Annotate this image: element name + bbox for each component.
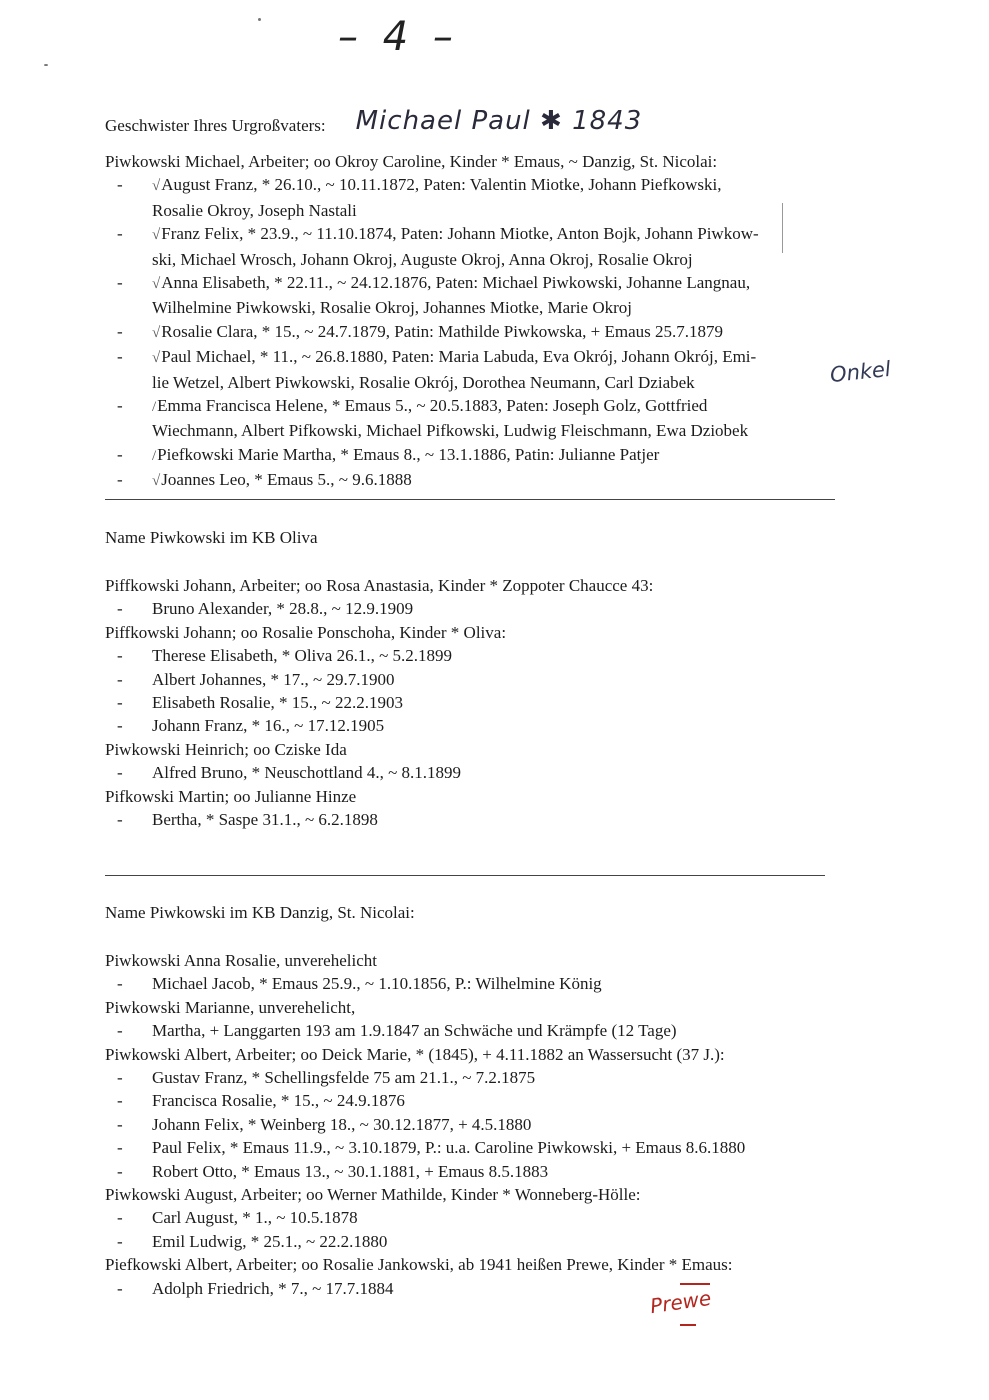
list-item-line: Piefkowski Marie Martha, * Emaus 8., ~ 13.1.1886, Patin: Julianne Patjer (157, 444, 660, 464)
family-head: Piwkowski Heinrich; oo Cziske Ida (105, 739, 347, 759)
list-dash: - (117, 321, 123, 341)
section-title-danzig: Name Piwkowski im KB Danzig, St. Nicolai: (105, 903, 415, 922)
list-item (105, 271, 905, 296)
list-item-line: August Franz, * 26.10., ~ 10.11.1872, Paten: Valentin Miotke, Johann Piefkowski, (161, 175, 722, 195)
list-dash: - (117, 669, 123, 689)
list-item (105, 468, 905, 493)
list-dash: - (117, 444, 123, 464)
list-dash: - (117, 224, 123, 244)
list-item (105, 1206, 905, 1229)
list-dash: - (117, 1114, 123, 1134)
list-item (105, 972, 905, 995)
list-dash: - (117, 763, 123, 783)
list-item-text: Therese Elisabeth, * Oliva 26.1., ~ 5.2.1899 (152, 646, 453, 666)
list-dash: - (117, 1068, 123, 1088)
paper-speck (258, 18, 261, 21)
list-item-text (152, 394, 707, 419)
section-title-oliva: Name Piwkowski im KB Oliva (105, 528, 318, 547)
heading-label: Geschwister Ihres Urgroßvaters: (105, 116, 326, 135)
list-dash: - (117, 1231, 123, 1251)
list-dash: - (117, 1138, 123, 1158)
list-item-continuation: Wiechmann, Albert Pifkowski, Michael Pifkowski, Ludwig Fleischmann, Ewa Dziobek (152, 421, 749, 441)
check-mark: √ (152, 227, 161, 244)
section-danzig (105, 949, 905, 1300)
pencil-stroke (782, 203, 783, 253)
list-item (105, 1136, 905, 1159)
list-item-text (152, 222, 759, 247)
list-item-text: Johann Felix, * Weinberg 18., ~ 30.12.1877, + 4.5.1880 (152, 1114, 532, 1134)
list-item-text: Carl August, * 1., ~ 10.5.1878 (152, 1208, 358, 1228)
list-item (105, 808, 905, 831)
check-mark: √ (152, 350, 161, 367)
list-item-continuation: ski, Michael Wrosch, Johann Okroj, Auguste Okroj, Anna Okroj, Rosalie Okroj (152, 249, 693, 269)
paper-speck (44, 64, 48, 66)
list-dash: - (117, 1091, 123, 1111)
list-item-text (152, 173, 721, 198)
list-item (105, 320, 905, 345)
page-number: – 4 – (338, 14, 459, 60)
list-dash: - (117, 599, 123, 619)
list-item-line: Paul Michael, * 11., ~ 26.8.1880, Paten: Maria Labuda, Eva Okrój, Johann Okrój, Emi- (161, 347, 757, 367)
family-head: Piffkowski Johann, Arbeiter; oo Rosa Anastasia, Kinder * Zoppoter Chaucce 43: (105, 576, 654, 595)
list-item-text: Martha, + Langgarten 193 am 1.9.1847 an Schwäche und Krämpfe (12 Tage) (152, 1021, 677, 1041)
list-item-text: Bruno Alexander, * 28.8., ~ 12.9.1909 (152, 599, 414, 619)
section-oliva (105, 574, 905, 831)
list-item-continuation: Rosalie Okroy, Joseph Nastali (152, 200, 357, 220)
section-intro: Piwkowski Michael, Arbeiter; oo Okroy Caroline, Kinder * Emaus, ~ Danzig, St. Nicolai: (105, 152, 718, 171)
list-item-text (152, 468, 412, 493)
list-dash: - (117, 974, 123, 994)
list-item (105, 1066, 905, 1089)
list-item (105, 222, 905, 247)
list-dash: - (117, 1278, 123, 1298)
list-item-text: Johann Franz, * 16., ~ 17.12.1905 (152, 716, 385, 736)
list-item-text: Bertha, * Saspe 31.1., ~ 6.2.1898 (152, 810, 378, 830)
section-siblings (105, 150, 905, 494)
family-head: Pifkowski Martin; oo Julianne Hinze (105, 786, 357, 806)
handwritten-note-prewe: Prewe (648, 1285, 713, 1319)
list-item-text (152, 443, 659, 468)
divider (105, 499, 835, 500)
list-item-line: Joannes Leo, * Emaus 5., ~ 9.6.1888 (161, 470, 412, 490)
list-dash: - (117, 716, 123, 736)
list-dash: - (117, 175, 123, 195)
red-underline (680, 1324, 696, 1326)
family-head: Piwkowski Albert, Arbeiter; oo Deick Marie, * (1845), + 4.11.1882 an Wassersucht (37 J.): (105, 1044, 725, 1064)
heading-row (105, 100, 642, 134)
list-item-text: Emil Ludwig, * 25.1., ~ 22.2.1880 (152, 1231, 388, 1251)
list-item (105, 714, 905, 737)
list-item (105, 1113, 905, 1136)
list-item-line: Rosalie Clara, * 15., ~ 24.7.1879, Patin: Mathilde Piwkowska, + Emaus 25.7.1879 (161, 321, 724, 341)
list-dash: - (117, 646, 123, 666)
list-item (105, 1019, 905, 1042)
list-item (105, 1277, 905, 1300)
list-item (105, 345, 905, 370)
check-mark: √ (152, 178, 161, 195)
list-item (105, 1230, 905, 1253)
list-dash: - (117, 347, 123, 367)
check-mark: √ (152, 473, 161, 490)
list-item-text: Michael Jacob, * Emaus 25.9., ~ 1.10.1856, P.: Wilhelmine König (152, 974, 602, 994)
list-item-line: Franz Felix, * 23.9., ~ 11.10.1874, Paten: Johann Miotke, Anton Bojk, Johann Piwkow- (161, 224, 759, 244)
red-underline (680, 1283, 710, 1285)
list-item (105, 173, 905, 198)
list-dash: - (117, 1021, 123, 1041)
list-item-text: Paul Felix, * Emaus 11.9., ~ 3.10.1879, P.: u.a. Caroline Piwkowski, + Emaus 8.6.1880 (152, 1138, 746, 1158)
list-dash: - (117, 1161, 123, 1181)
list-item-text: Francisca Rosalie, * 15., ~ 24.9.1876 (152, 1091, 405, 1111)
list-item-text: Elisabeth Rosalie, * 15., ~ 22.2.1903 (152, 693, 403, 713)
list-item (105, 1089, 905, 1112)
list-item (105, 644, 905, 667)
list-item (105, 691, 905, 714)
list-dash: - (117, 1208, 123, 1228)
list-dash: - (117, 273, 123, 293)
handwritten-heading: Michael Paul ✱ 1843 (355, 106, 643, 136)
divider (105, 875, 825, 876)
family-head: Piwkowski August, Arbeiter; oo Werner Mathilde, Kinder * Wonneberg-Hölle: (105, 1185, 641, 1205)
list-dash: - (117, 810, 123, 830)
list-dash: - (117, 470, 123, 490)
check-mark: √ (152, 276, 161, 293)
list-dash: - (117, 693, 123, 713)
family-head: Piffkowski Johann; oo Rosalie Ponschoha, Kinder * Oliva: (105, 622, 507, 642)
list-item-text: Albert Johannes, * 17., ~ 29.7.1900 (152, 669, 395, 689)
list-item-continuation: Wilhelmine Piwkowski, Rosalie Okroj, Johannes Miotke, Marie Okroj (152, 298, 632, 318)
list-item-text (152, 345, 756, 370)
family-head: Piefkowski Albert, Arbeiter; oo Rosalie Jankowski, ab 1941 heißen Prewe, Kinder * Emaus: (105, 1255, 733, 1275)
list-item-line: Emma Francisca Helene, * Emaus 5., ~ 20.5.1883, Paten: Joseph Golz, Gottfried (157, 396, 708, 416)
list-item (105, 597, 905, 620)
list-item-line: Anna Elisabeth, * 22.11., ~ 24.12.1876, Paten: Michael Piwkowski, Johanne Langnau, (161, 273, 751, 293)
list-item-text: Adolph Friedrich, * 7., ~ 17.7.1884 (152, 1278, 394, 1298)
family-head: Piwkowski Marianne, unverehelicht, (105, 997, 356, 1017)
list-item-text: Gustav Franz, * Schellingsfelde 75 am 21.1., ~ 7.2.1875 (152, 1068, 536, 1088)
check-mark: / (152, 447, 157, 464)
check-mark: √ (152, 324, 161, 341)
list-item (105, 668, 905, 691)
check-mark: / (152, 399, 157, 416)
list-item-text: Alfred Bruno, * Neuschottland 4., ~ 8.1.1899 (152, 763, 462, 783)
list-item (105, 394, 905, 419)
list-item (105, 443, 905, 468)
handwritten-note-onkel: Onkel (828, 356, 892, 388)
list-dash: - (117, 396, 123, 416)
list-item-continuation: lie Wetzel, Albert Piwkowski, Rosalie Okrój, Dorothea Neumann, Carl Dziabek (152, 372, 695, 392)
list-item-text: Robert Otto, * Emaus 13., ~ 30.1.1881, + Emaus 8.5.1883 (152, 1161, 549, 1181)
list-item-text (152, 271, 750, 296)
list-item-text (152, 320, 723, 345)
list-item (105, 761, 905, 784)
family-head: Piwkowski Anna Rosalie, unverehelicht (105, 951, 377, 970)
list-item (105, 1160, 905, 1183)
